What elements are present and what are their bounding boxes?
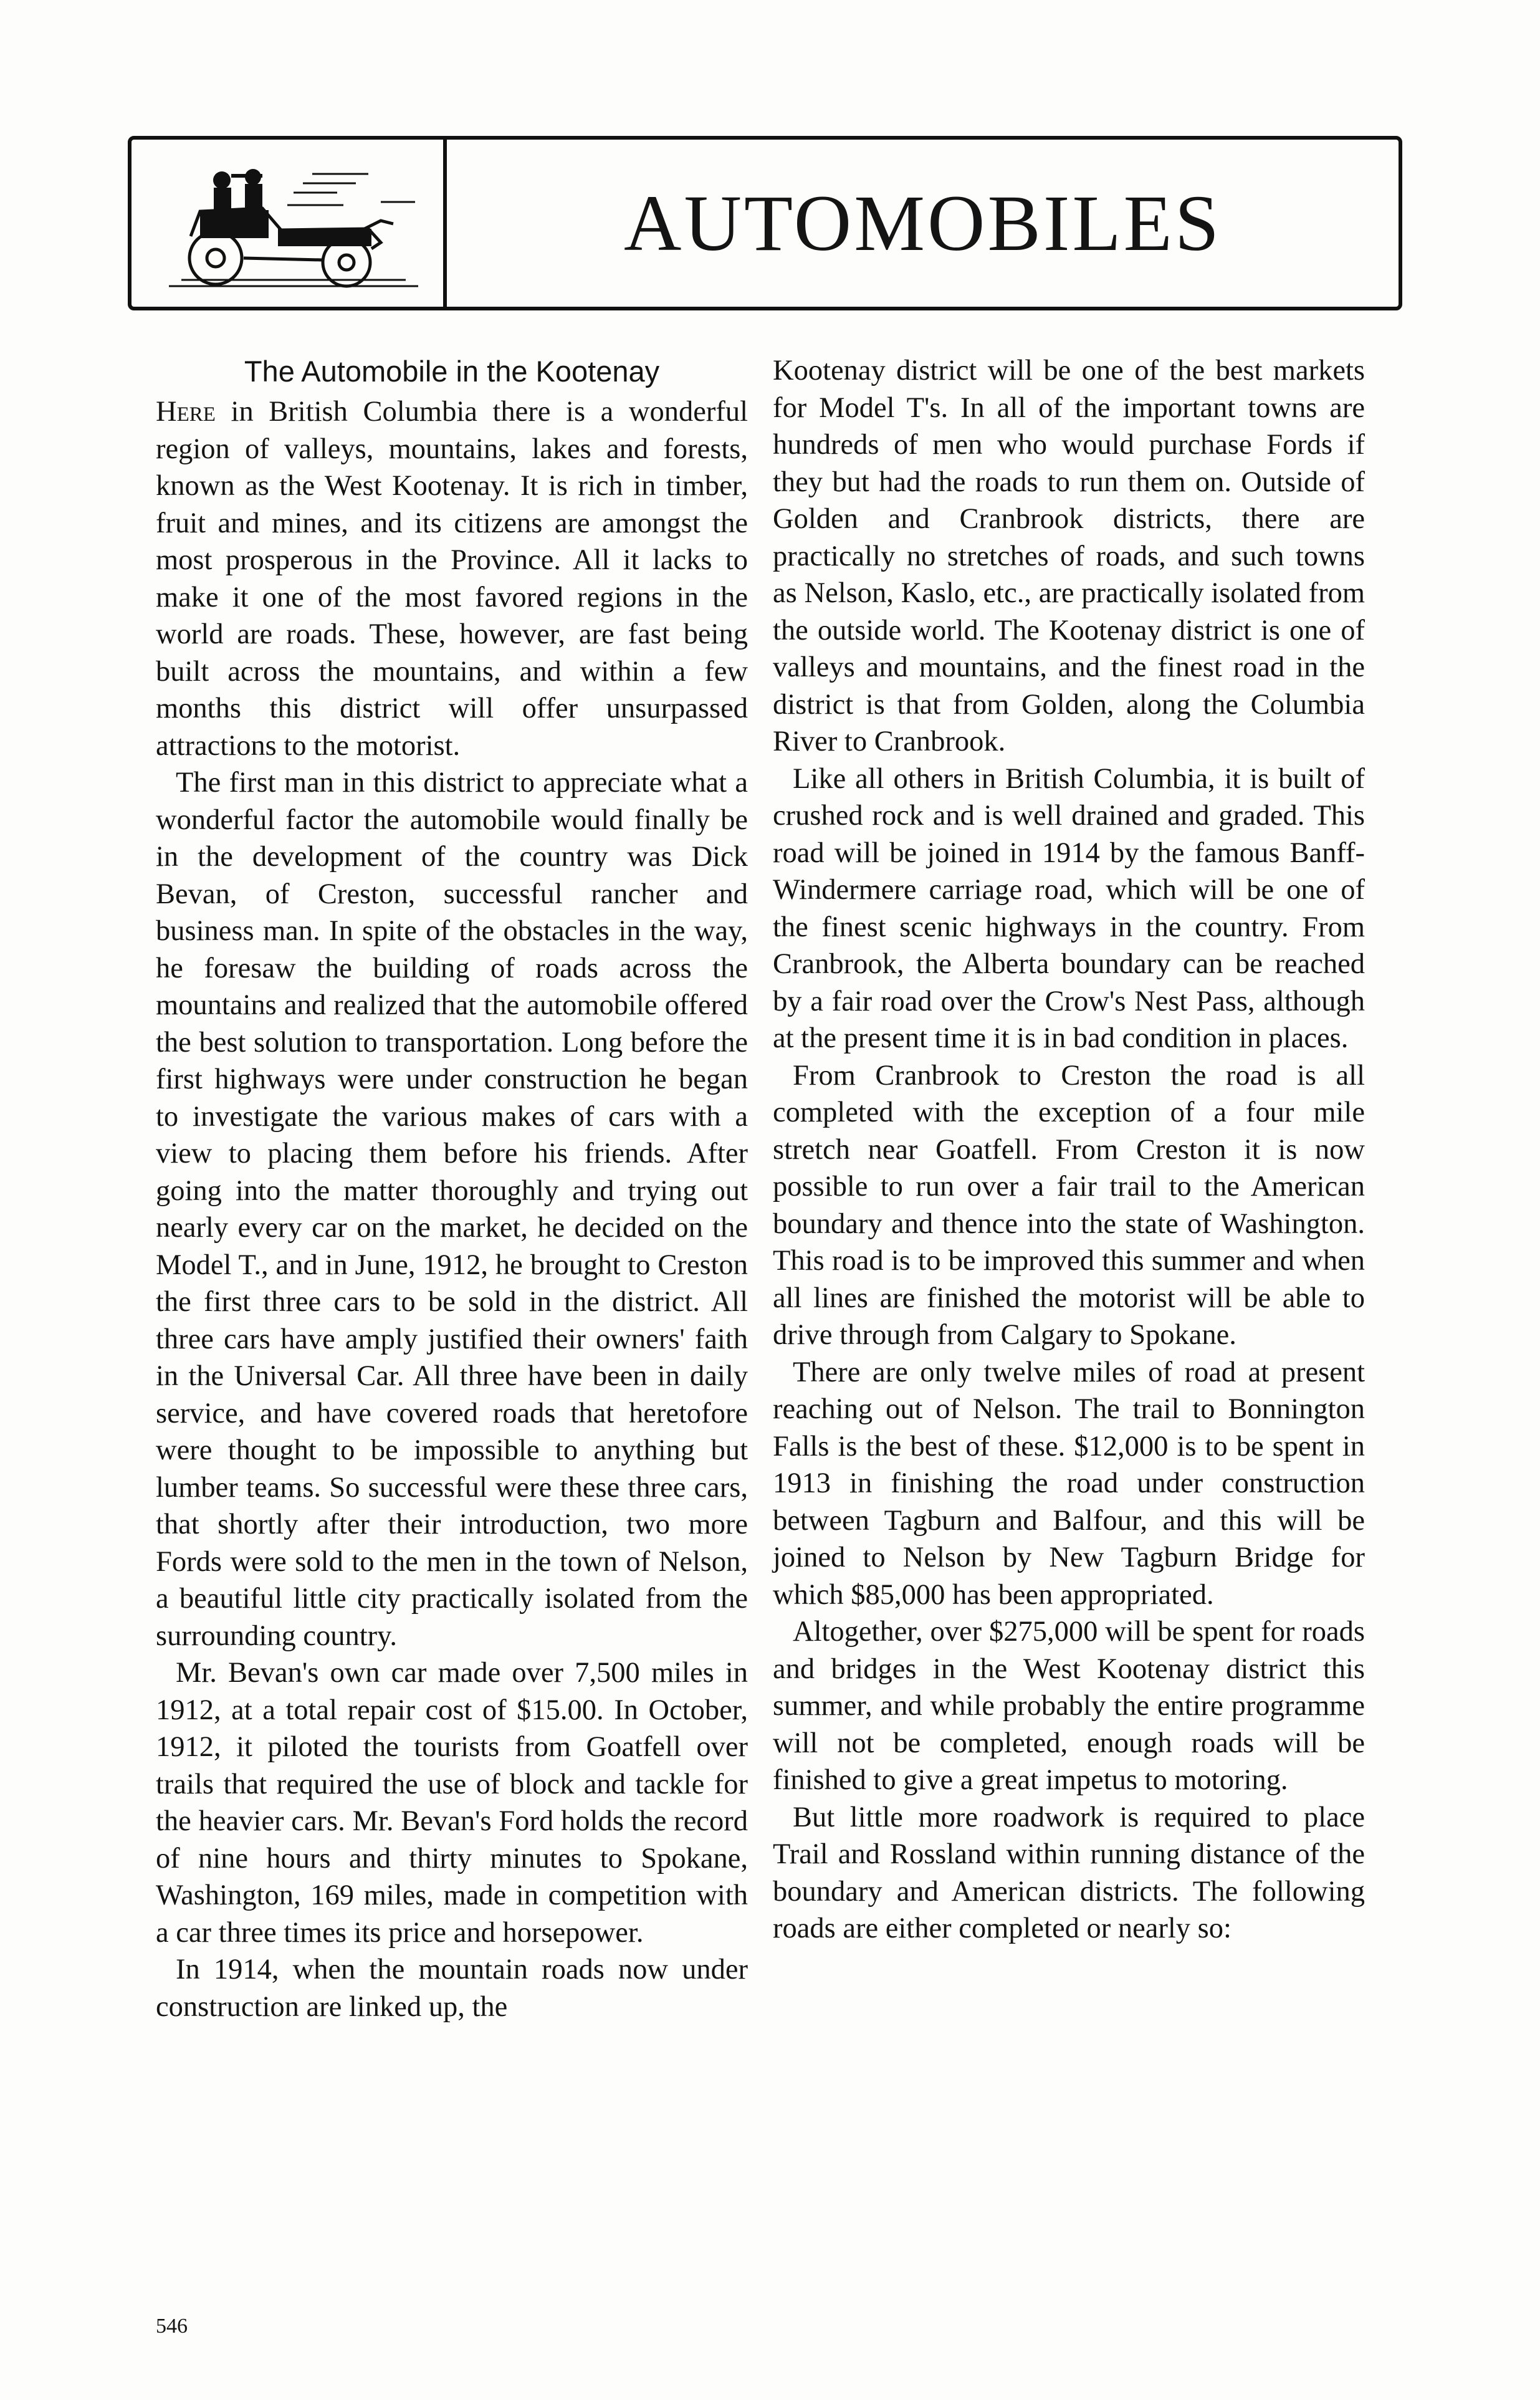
section-header [128, 136, 1402, 310]
paragraph: But little more roadwork is required to place Trail and Rossland within running distance of the boundary and American districts. The following roads are either completed or nearly so: [773, 1801, 1365, 1944]
paragraph: From Cranbrook to Creston the road is all completed with the exception of a four mile stretch near Goatfell. From Creston it is now possible to run over a fair trail to the American boundary and thence into the state of Washington. This road is to be improved this summer and when all lines are finished the motorist will be able to drive through from Calgary to Spokane. [773, 1059, 1365, 1351]
paragraph: Like all others in British Columbia, it is built of crushed rock and is well drained and graded. This road will be joined in 1914 by the famous Banff-Windermere carriage road, which will be one of the finest scenic highways in the country. From Cranbrook, the Alberta boundary can be reached by a fair road over the Crow's Nest Pass, although at the present time it is in bad condition in places. [773, 762, 1365, 1054]
lead-word: Here [156, 396, 216, 428]
paragraph: Altogether, over $275,000 will be spent for roads and bridges in the West Kootenay district this summer, and while probably the entire programme will not be completed, enough roads will be finished to give a great impetus to motoring. [773, 1616, 1365, 1796]
paragraph: Mr. Bevan's own car made over 7,500 miles in 1912, at a total repair cost of $15.00. In October, 1912, it piloted the tourists from Goatfell over trails that required the use of block and tackle for the heavier cars. Mr. Bevan's Ford holds the record of nine hours and thirty minutes to Spokane, Washington, 169 miles, made in competition with a car three times its price and horsepower. [156, 1657, 748, 1949]
vintage-car-icon [156, 155, 424, 295]
paragraph: The first man in this district to appreciate what a wonderful factor the automobile would finally be in the development of the country was Dick Bevan, of Creston, successful rancher and business man. In spite of the obstacles in the way, he foresaw the building of roads across the mountains and realized that the automobile offered the best solution to transportation. Long before the first highways were under construction he began to investigate the various makes of cars with a view to placing them before his friends. After going into the matter thoroughly and trying out nearly every car on the market, he decided on the Model T., and in June, 1912, he brought to Creston the first three cars to be sold in the district. All three cars have amply justified their owners' faith in the Universal Car. All three have been in daily service, and have covered roads that heretofore were thought to be impossible to anything but lumber teams. So successful were these three cars, that shortly after their introduction, two more Fords were sold to the men in the town of Nelson, a beautiful little city practically isolated from the surrounding country. [156, 767, 748, 1652]
paragraph: In 1914, when the mountain roads now under construction are linked up, the [156, 1954, 748, 2023]
paragraph: Kootenay district will be one of the best markets for Model T's. In all of the important towns are hundreds of men who would purchase Fords if they but had the roads to run them on. Outside of Golden and Cranbrook districts, there are practically no stretches of roads, and such towns as Nelson, Kaslo, etc., are practically isolated from the outside world. The Kootenay district is one of valleys and mountains, and the finest road in the district is that from Golden, along the Columbia River to Cranbrook. [773, 355, 1365, 757]
page-number: 546 [156, 2315, 188, 2338]
section-title: AUTOMOBILES [624, 178, 1222, 267]
right-column [773, 352, 1365, 1947]
paragraph: There are only twelve miles of road at present reaching out of Nelson. The trail to Bonnington Falls is the best of these. $12,000 is to be spent in 1913 in finishing the road under construction between Tagburn and Balfour, and this will be joined to Nelson by New Tagburn Bridge for which $85,000 has been appropriated. [773, 1356, 1365, 1611]
left-column [156, 352, 748, 2025]
paragraph: Here in British Columbia there is a wonderful region of valleys, mountains, lakes and forests, known as the West Kootenay. It is rich in timber, fruit and mines, and its citizens are amongst the most prosperous in the Province. All it lacks to make it one of the most favored regions in the world are roads. These, however, are fast being built across the mountains, and within a few months this district will offer unsurpassed attractions to the motorist. [156, 396, 748, 762]
article-title: The Automobile in the Kootenay [244, 355, 660, 388]
